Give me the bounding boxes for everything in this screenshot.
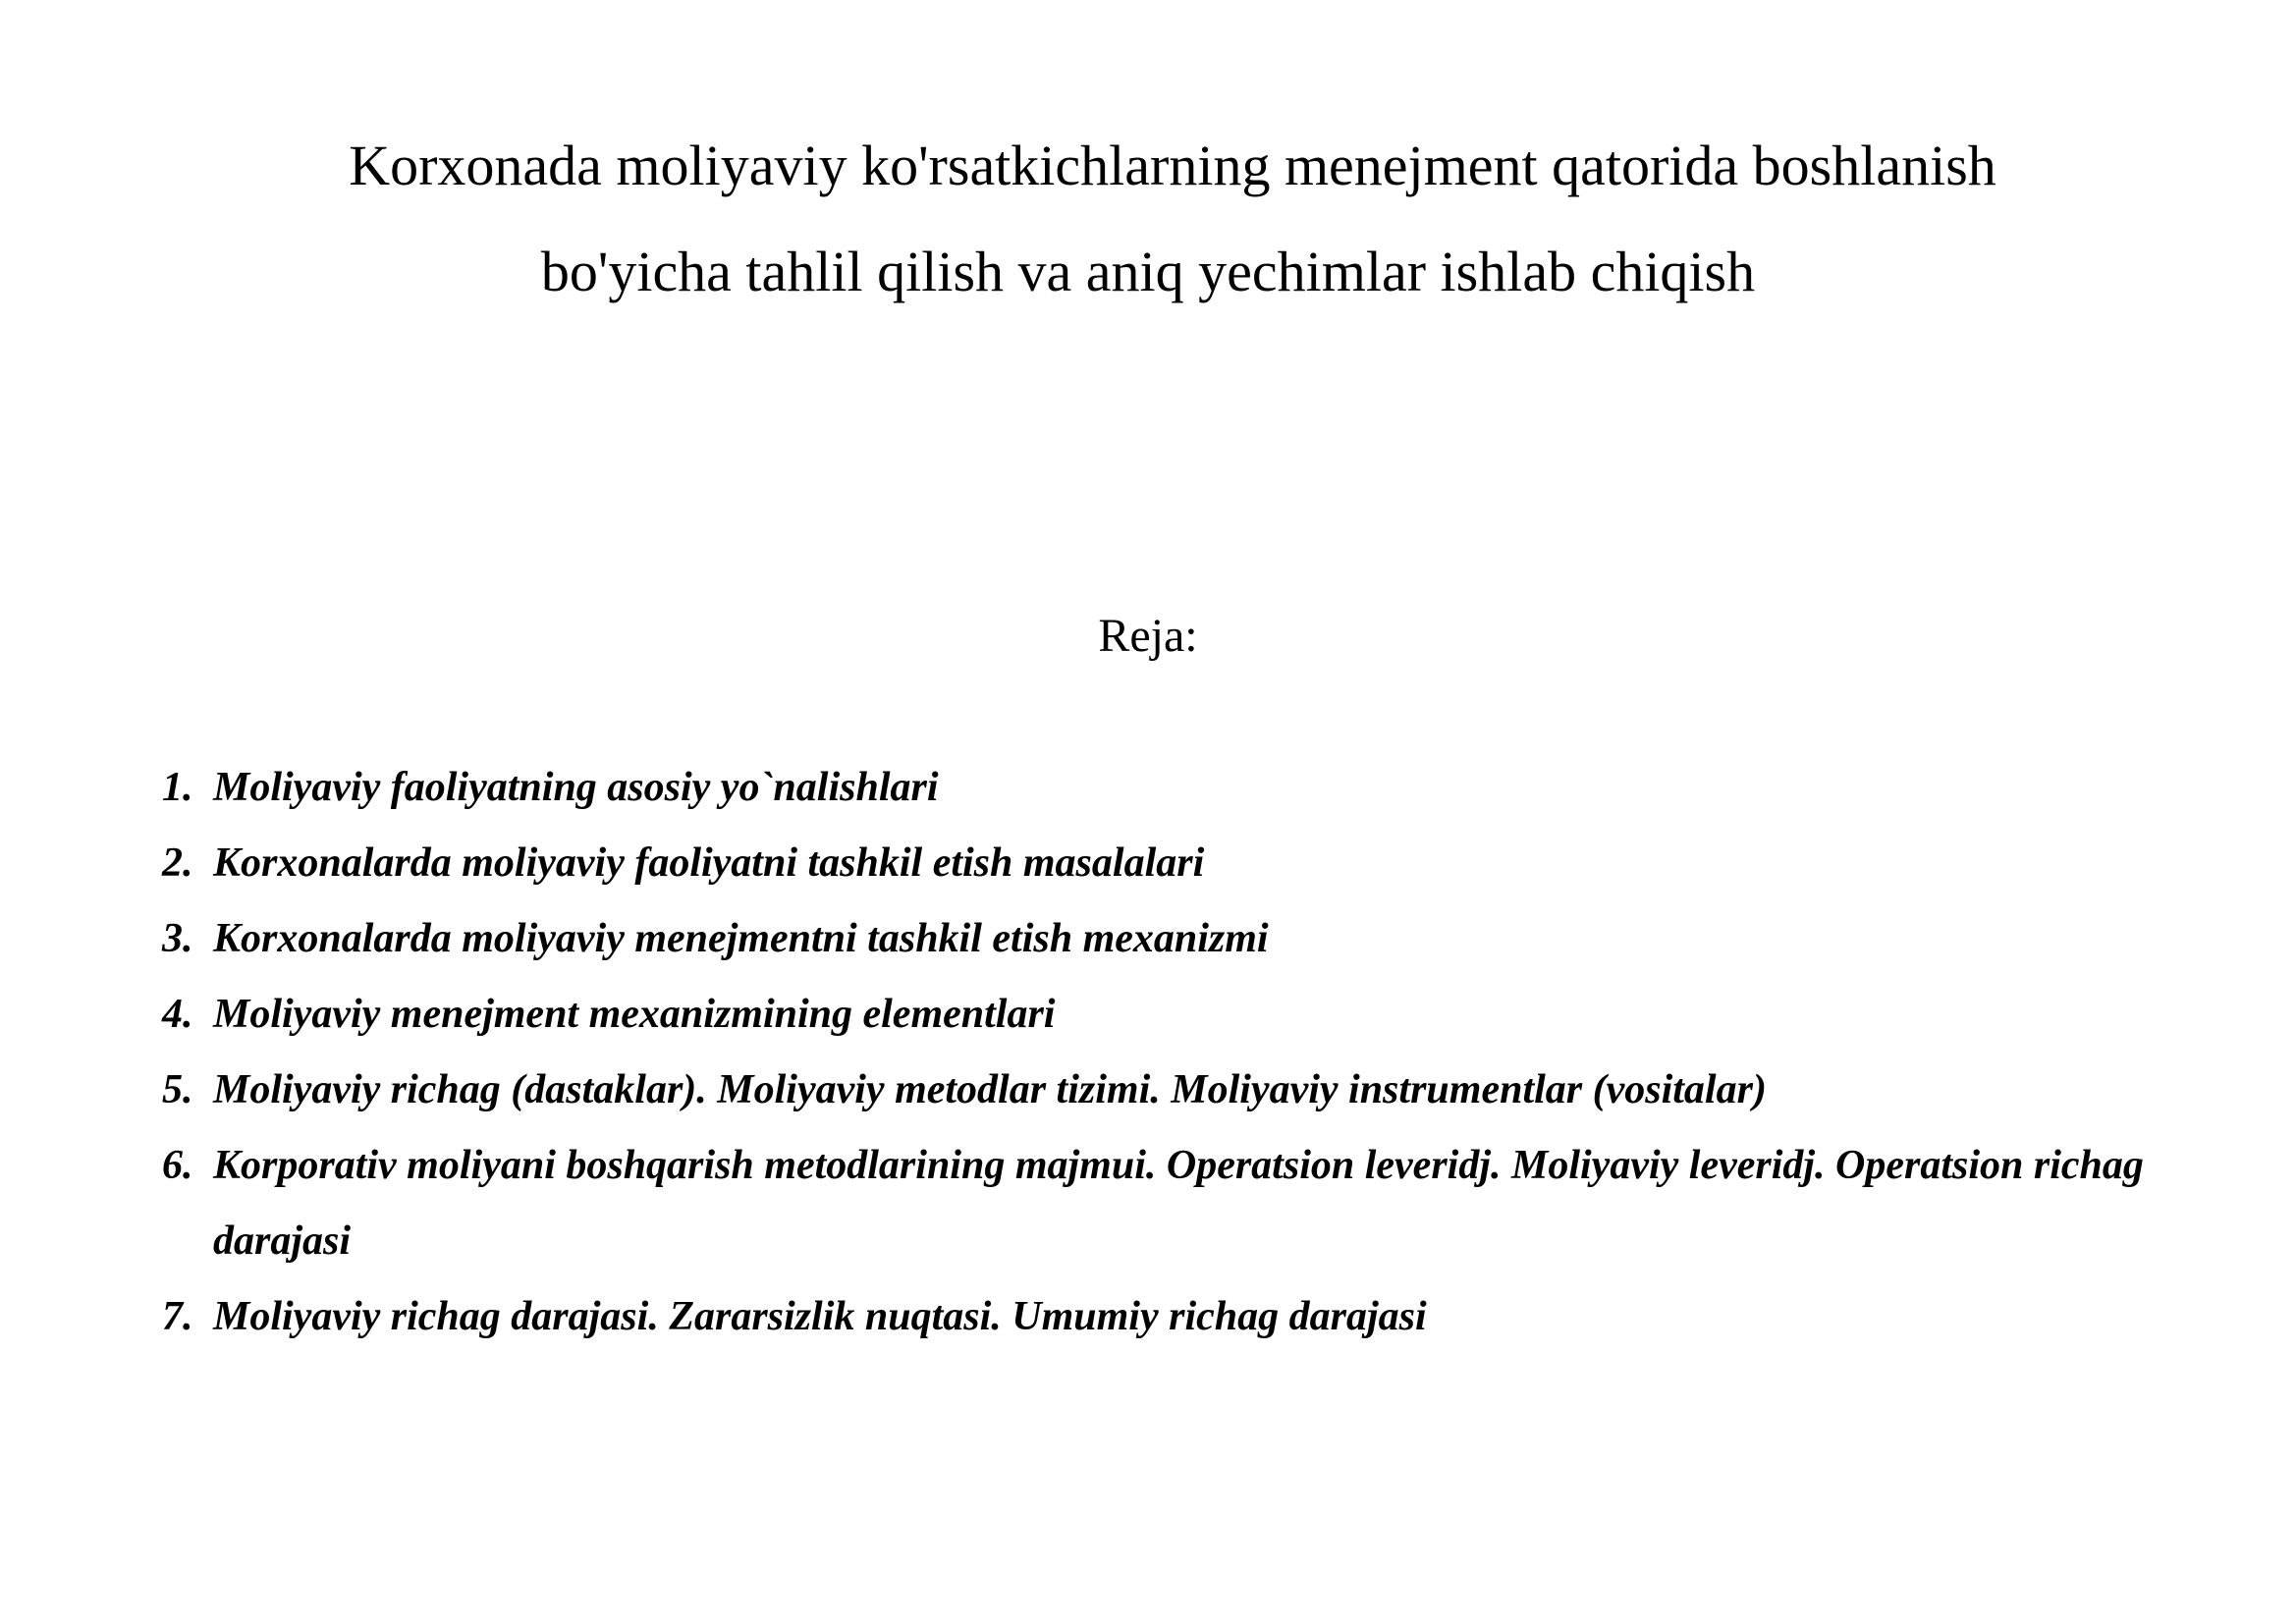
plan-item bbox=[162, 1279, 2185, 1355]
plan-item-number: 7. bbox=[162, 1294, 193, 1339]
plan-item-text: Moliyaviy menejment mexanizmining elementlari bbox=[213, 992, 1056, 1037]
plan-item bbox=[162, 826, 2185, 901]
plan-item-number: 1. bbox=[162, 765, 193, 810]
plan-item bbox=[162, 977, 2185, 1053]
plan-item bbox=[162, 750, 2185, 826]
plan-item-text: Korxonalarda moliyaviy menejmentni tashkil etish mexanizmi bbox=[213, 916, 1269, 961]
document-title bbox=[0, 113, 2296, 325]
plan-item bbox=[162, 1053, 2185, 1128]
plan-item-number: 6. bbox=[162, 1143, 193, 1188]
plan-item-number: 4. bbox=[162, 992, 193, 1037]
plan-item-text: Korporativ moliyani boshqarish metodlarining majmui. Operatsion leveridj. Moliyaviy leveridj. Operatsion richag darajasi bbox=[213, 1143, 2144, 1264]
plan-list bbox=[162, 750, 2185, 1355]
plan-heading: Reja: bbox=[1098, 610, 1198, 662]
plan-item bbox=[162, 901, 2185, 977]
plan-item-number: 5. bbox=[162, 1067, 193, 1112]
plan-item-text: Moliyaviy richag (dastaklar). Moliyaviy metodlar tizimi. Moliyaviy instrumentlar (vositalar) bbox=[213, 1067, 1767, 1112]
title-line-2: bo'yicha tahlil qilish va aniq yechimlar ishlab chiqish bbox=[540, 240, 1756, 303]
plan-item-number: 2. bbox=[162, 840, 193, 886]
title-line-1: Korxonada moliyaviy ko'rsatkichlarning menejment qatorida boshlanish bbox=[349, 134, 1996, 197]
plan-item-text: Moliyaviy faoliyatning asosiy yo`nalishlari bbox=[213, 765, 939, 810]
plan-item bbox=[162, 1128, 2185, 1279]
plan-item-text: Moliyaviy richag darajasi. Zararsizlik nuqtasi. Umumiy richag darajasi bbox=[213, 1294, 1427, 1339]
plan-item-number: 3. bbox=[162, 916, 193, 961]
plan-item-text: Korxonalarda moliyaviy faoliyatni tashkil etish masalalari bbox=[213, 840, 1205, 886]
